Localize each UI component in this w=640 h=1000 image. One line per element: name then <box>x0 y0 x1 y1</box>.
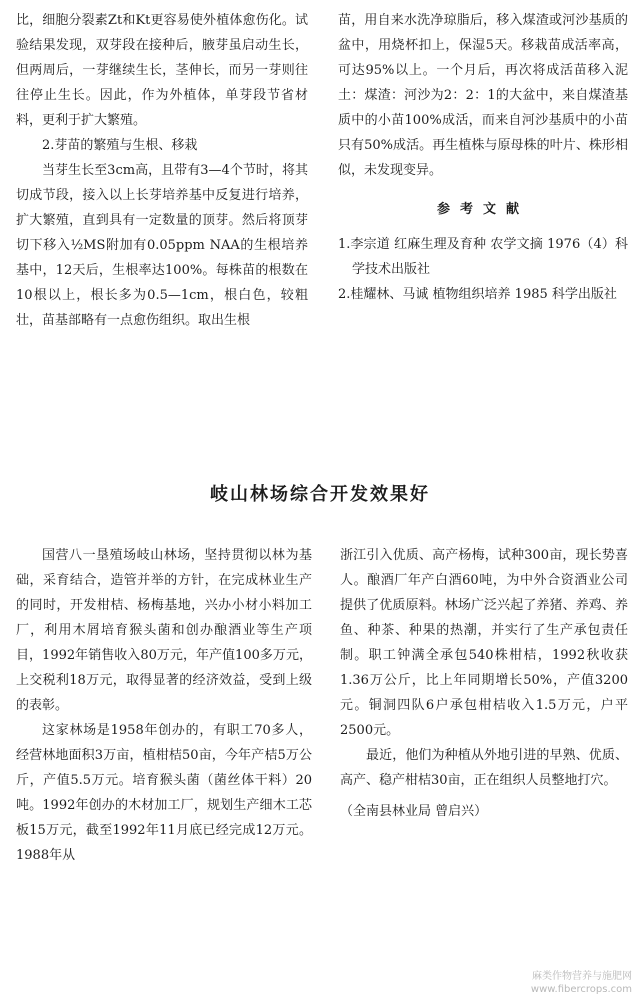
references-title: 参考文献 <box>436 202 529 217</box>
paragraph: 国营八一垦殖场岐山林场，坚持贯彻以林为基础，采育结合，造管并举的方针，在完成林业生产的同时，开发柑桔、杨梅基地，兴办小材小料加工厂，利用木屑培育猴头菌和创办酿酒业等生产项目，1992年销售收入80万元，年产值100多万元，上交税利18万元，取得显著的经济效益，受到上级的表彰。 <box>16 548 312 713</box>
watermark-url: www.fibercrops.com <box>530 984 632 995</box>
byline: （全南县林业局 曾启兴） <box>340 804 488 819</box>
article-right-column <box>340 543 628 824</box>
paragraph: 最近，他们为种植从外地引进的早熟、优质、高产、稳产柑桔30亩，正在组织人员整地打穴。 <box>340 748 628 788</box>
reference-item: 1.李宗道 红麻生理及育种 农学文摘 1976（4）科学技术出版社 <box>338 237 628 277</box>
reference-item: 2.桂耀林、马诚 植物组织培养 1985 科学出版社 <box>338 287 617 302</box>
section-heading: 2.芽苗的繁殖与生根、移栽 <box>42 138 198 153</box>
paragraph: 苗，用自来水洗净琼脂后，移入煤渣或河沙基质的盆中，用烧杯扣上，保湿5天。移栽苗成活率高，可达95%以上。一个月后，再次将成活苗移入泥土：煤渣：河沙为2：2：1的大盆中，来自煤渣基质中的小苗100%成活，而来自河沙基质中的小苗只有50%成活。再生植株与原母株的叶片、株形相似，未发现变异。 <box>338 13 628 178</box>
top-left-column <box>16 8 308 333</box>
paragraph: 浙江引入优质、高产杨梅，试种300亩，现长势喜人。酿酒厂年产白酒60吨，为中外合资酒业公司提供了优质原料。林场广泛兴起了养猪、养鸡、养鱼、种茶、种果的热潮，并实行了生产承包责任制。职工钟满全承包540株柑桔，1992秋收获1.36万公斤，比上年同期增长50%，产值3200元。铜洞四队6户承包柑桔收入1.5万元，户平2500元。 <box>340 548 628 738</box>
paragraph: 当芽生长至3cm高，且带有3—4个节时，将其切成节段，接入以上长芽培养基中反复进行培养，扩大繁殖，直到具有一定数量的顶芽。然后将顶芽切下移入½MS附加有0.05ppm NAA的生根培养基中，12天后，生根率达100%。每株苗的根数在10根以上，根长多为0.5—1cm，根白色，较粗壮，苗基部略有一点愈伤组织。取出生根 <box>16 163 308 328</box>
article-left-column <box>16 543 312 868</box>
paragraph: 比，细胞分裂素Zt和Kt更容易使外植体愈伤化。试验结果发现，双芽段在接种后，腋芽虽启动生长，但两周后，一芽继续生长，茎伸长，而另一芽则往往停止生长。因此，作为外植体，单芽段节省材料，更利于扩大繁殖。 <box>16 13 308 128</box>
watermark-title: 麻类作物营养与施肥网 <box>532 971 632 982</box>
article-title: 岐山林场综合开发效果好 <box>210 484 430 505</box>
paragraph: 这家林场是1958年创办的，有职工70多人，经营林地面积3万亩，植柑桔50亩，今年产桔5万公斤，产值5.5万元。培育猴头菌（菌丝体干料）20吨。1992年创办的木材加工厂，规划生产细木工芯板15万元，截至1992年11月底已经完成12万元。1988年从 <box>16 723 312 863</box>
top-right-column <box>338 8 628 307</box>
watermark <box>492 970 632 996</box>
